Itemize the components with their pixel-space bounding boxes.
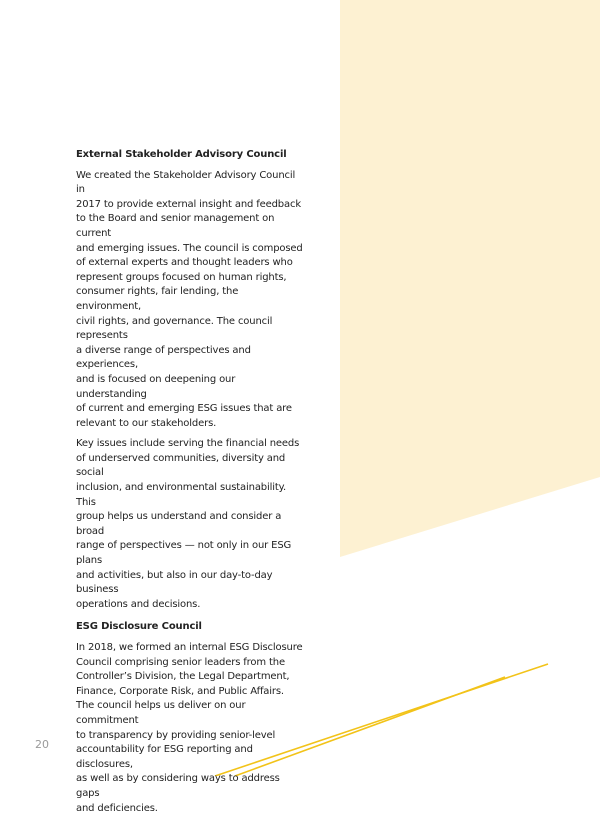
section-heading-disclosure-council: ESG Disclosure Council [76, 621, 202, 633]
section-heading-stakeholder-council: External Stakeholder Advisory Council [76, 149, 287, 160]
page-number: 20 [35, 738, 49, 751]
accent-panel [340, 0, 600, 557]
stakeholder-council-paragraph-1: We created the Stakeholder Advisory Council in 2017 to provide external insight and feedback to the Board and senior management on current and emerging issues. The council is composed of external experts and thought leaders who represent groups focused on human rights, consumer rights, fair lending, the environment, civil rights, and governance. The council represents a diverse range of perspectives and experiences, and is focused on deepening our understanding of current and emerging ESG issues that are relevant to our stakeholders. [76, 169, 303, 429]
stakeholder-council-paragraph-2: Key issues include serving the financial needs of underserved communities, diversity and social inclusion, and environmental sustainability. This group helps us understand and consider a broad range of perspectives — not only in our ESG plans and activities, but also in our day-to-day business operations and decisions. [76, 438, 300, 610]
disclosure-council-paragraph-1: In 2018, we formed an internal ESG Disclosure Council comprising senior leaders from the Controller’s Division, the Legal Department, Finance, Corporate Risk, and Public Affairs. The council helps us deliver on our commitment to transparency by providing senior-level accountability for ESG reporting and disclosures, as well as by considering ways to address gaps and deficiencies. [76, 642, 303, 814]
body-text-column [76, 148, 306, 824]
